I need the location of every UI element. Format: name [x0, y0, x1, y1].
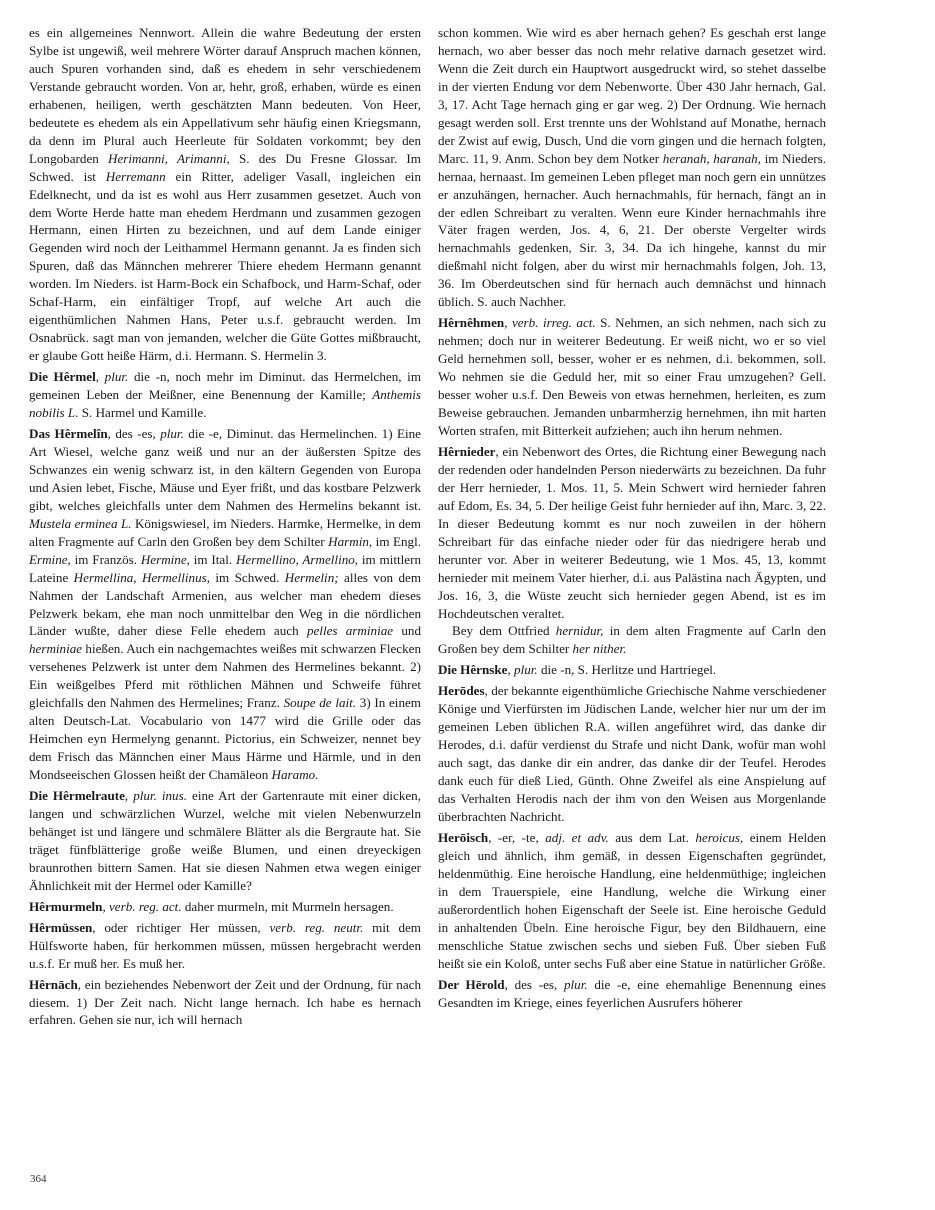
dictionary-entry — [29, 976, 421, 1030]
text-run: im Ital. — [189, 551, 236, 567]
dictionary-entry — [29, 425, 421, 784]
entry-headword: Die Hêrnske — [438, 662, 508, 678]
italic-term: Anthemis nobilis L. — [29, 387, 421, 421]
italic-term: Hermine, — [140, 551, 190, 567]
text-run: im mittlern Lateine — [29, 551, 421, 585]
entry-text — [438, 682, 826, 826]
italic-term: her nither. — [572, 641, 627, 657]
italic-term: Haramo. — [271, 767, 319, 783]
text-run: die -n, noch mehr im Diminut. das Hermelchen, im gemeinen Leben der Meißner, eine Benennung der Kamille; — [29, 369, 422, 403]
entry-text — [438, 829, 826, 973]
italic-term: Harmin, — [328, 533, 373, 549]
entry-text — [29, 368, 421, 422]
entry-text — [438, 314, 826, 440]
text-run: mit dem Hülfsworte haben, für herkommen müssen, müssen hergebracht werden u.s.f. Er muß her. Es muß her. — [29, 919, 421, 971]
text-run: S. Nehmen, an sich nehmen, nach sich zu nehmen; doch nur in weiterer Bedeutung. Er weiß nicht, wo er so viel Geld hernehmen soll, besser, woher er es nehmen, d.i. bekommen, soll. Wo nehmen sie die Geduld her, mit so einer Frau umzugehen? Gell. besser woher u.s.f. Den Beweis von etwas hernehmen, herleiten, es zum Beweise gebrauchen. Jemanden unbarmherzig hernehmen, ihn mit harten Worten strafen, mit Bitterkeit aufziehen; auch ihn herum nehmen. — [438, 315, 826, 438]
text-run: , ein beziehendes Nebenwort der Zeit und der Ordnung, für nach diesem. 1) Der Zeit nach. Nicht lange hernach. Ich habe es hernach erfahren. Gehen sie nur, ich will hernach — [29, 976, 421, 1028]
entry-headword: Herōdes — [438, 683, 485, 699]
text-run: , — [95, 369, 105, 385]
italic-term: Hermellina, Hermellinus, — [73, 569, 210, 585]
italic-term: adj. et adv. — [545, 829, 609, 845]
entry-headword: Der Hērold — [438, 976, 505, 992]
dictionary-entry — [438, 443, 826, 658]
left-column — [29, 24, 421, 1032]
italic-term: Herimanni, Arimanni, — [108, 150, 230, 166]
text-run: es ein allgemeines Nennwort. Allein die wahre Bedeutung der ersten Sylbe ist ungewiß, weil mehrere Wörter darauf Anspruch machen können, auch Spuren vorhanden sind, daß es ehedem in sehr verschiedenem Verstande gebraucht worden. Von ar, hehr, groß, erhaben, würde es einen erhabenen, heiligen, werth geschätzten Mann bedeuten. Von Heer, bedeutete es ehedem als ein Appellativum sehr häufig einen Kriegsmann, da denn im Plural auch Heerleute für Soldaten vorkommt; bey den Longobarden — [29, 25, 421, 166]
italic-term: Mustela erminea L. — [29, 515, 132, 531]
text-run: ein Ritter, adeliger Vasall, ingleichen ein Edelknecht, und da ist es wohl aus Herr zusammen gesetzet. Auch von dem Worte Herde hatte man ehedem Herdmann und zusammen gezogen Hermann, einen Hirten zu bezeichnen, und auf dem Lande einiger Gegenden wird noch der Leithammel Hermann genannt. Ja es finden sich Spuren, daß das Männchen mehrerer Thiere ehedem Hermann genannt worden. Im Nieders. ist Harm-Bock ein Schafbock, und Harm-Schaf, oder Schaf-Harm, ein einfältiger Tropf, auf welche Art auch die eigenthümlichen Nahmen Hans, Peter u.s.f. gebraucht werden. Im Osnabrück. sagt man von jemanden, welcher die Güte Gottes mißbraucht, er glaube Gott heiße Härm, d.i. Hermann. S. Hermelin 3. — [29, 168, 421, 364]
text-run: in dem alten Fragmente auf Carln den Großen bey dem Schilter — [438, 623, 826, 657]
text-run: , oder richtiger Her müssen, — [92, 919, 270, 935]
entry-text — [438, 976, 826, 1012]
italic-term: plur. inus. — [133, 788, 187, 804]
dictionary-entry — [29, 787, 421, 895]
text-run: , des -es, — [107, 425, 161, 441]
text-run: S. Harmel und Kamille. — [78, 405, 207, 421]
entry-text — [29, 425, 421, 784]
text-run: eine Art der Gartenraute mit einer dicken, langen und schwärzlichen Wurzel, welche mit vielen Nebenwurzeln behänget ist und längere und schmälere Blätter als die Bergraute hat. Sie träget fünfblätterige große weiße Blumen, und einen dreyeckigen braunrothen bittern Samen. Hat sie diesen Nahmen etwa wegen einiger Ähnlichkeit mit der Hermel oder Kamille? — [29, 788, 421, 893]
entry-text — [29, 787, 421, 895]
entry-text — [438, 443, 826, 623]
entry-paragraph — [438, 622, 826, 658]
text-run: , des -es, — [504, 976, 564, 992]
text-run: einem Helden gleich und ähnlich, ihm gemäß, in dessen Eigenschaften gegründet, heldenmüthig. Eine heroische Handlung, eine heldenmüthige; ingleichen in dem Trauerspiele, eine Handlung, welche die Wirkung einer außerordentlich hohen Eigenschaft der Seele ist. Eine heroische Geduld in anhaltenden Übeln. Eine heroische Figur, bey den Bildhauern, eine menschliche Statue zwischen sechs und sieben Fuß. Über sieben Fuß heißt sie ein Koloß, unter sechs Fuß aber eine Statue in natürlicher Größe. — [438, 829, 826, 971]
italic-term: heroicus, — [695, 829, 744, 845]
dictionary-entry — [29, 898, 421, 916]
text-run: hießen. Auch ein nachgemachtes weißes mit schwarzen Flecken versehenes Pelzwerk ist unter dem Nahmen des Hermelines bekannt. 2) Ein weißgelbes Pferd mit röthlichen Mähnen und Schweife führet gleichfalls den Nahmen des Hermelines; Franz. — [29, 641, 421, 711]
text-run: und — [393, 623, 421, 639]
dictionary-entry — [29, 24, 421, 365]
entry-headword: Die Hêrmelraute — [29, 788, 125, 804]
italic-term: plur. — [160, 425, 184, 441]
dictionary-entry — [438, 976, 826, 1012]
text-run: im Schwed. — [210, 569, 285, 585]
text-run: , — [504, 315, 512, 331]
text-run: 3) In einem alten Deutsch-Lat. Vocabulario von 1477 wird die Grille oder das Heimchen eyn Hermelyng genannt. Pictorius, ein Schweizer, nennet bey dem Frisch das Männchen einer Maus Härme und Härmle, und in den Mondseeischen Glossen heißt der Chamäleon — [29, 695, 421, 783]
text-run: die -e, Diminut. das Hermelinchen. 1) Eine Art Wiesel, welche ganz weiß und nur an der äußersten Spitze des Schwanzes ein wenig schwarz ist, in den kältern Gegenden von Europa und Asien lebet, Fische, Mäuse und Eyer frißt, und das kostbare Pelzwerk gibt, welches gleichfalls unter dem Nahmen des Hermelins bekannt ist. — [29, 425, 421, 513]
italic-term: verb. reg. neutr. — [269, 919, 364, 935]
italic-term: verb. irreg. act. — [511, 315, 596, 331]
text-run: alles von dem Nahmen der Landschaft Armenien, aus welcher man ehedem dieses Pelzwerk bekam, ehe man noch unmittelbar den Weg in die nördlichen Länder wußte, daher diese Felle ehedem auch — [29, 569, 422, 639]
italic-term: herminiae — [29, 641, 83, 657]
text-run: die -n, S. Herlitze und Hartriegel. — [537, 662, 717, 678]
entry-text — [29, 976, 421, 1030]
dictionary-entry — [438, 24, 826, 311]
entry-headword: Hêrnieder — [438, 443, 496, 459]
text-run: im Französ. — [70, 551, 141, 567]
italic-term: Hermellino, Armellino, — [235, 551, 359, 567]
italic-term: plur. — [563, 976, 588, 992]
entry-headword: Hêrmüssen — [29, 919, 93, 935]
page-number: 364 — [30, 1173, 47, 1185]
entry-text — [438, 24, 826, 311]
text-run: aus dem Lat. — [608, 829, 696, 845]
text-run: , — [507, 662, 515, 678]
text-run: , -er, -te, — [488, 829, 546, 845]
entry-headword: Hêrnêhmen — [438, 315, 505, 331]
dictionary-entry — [438, 682, 826, 826]
italic-term: verb. reg. act. — [109, 898, 182, 914]
italic-term: heranah, haranah, — [662, 150, 761, 166]
text-run: Königswiesel, im Nieders. Harmke, Hermelke, in dem alten Fragmente auf Carln den Großen bey dem Schilter — [29, 515, 421, 549]
text-run: die -e, eine ehemahlige Benennung eines Gesandten im Kriege, eines feyerlichen Ausrufers höherer — [438, 976, 827, 1010]
text-run: daher murmeln, mit Murmeln hersagen. — [181, 898, 394, 914]
entry-text — [29, 919, 421, 973]
italic-term: Ermine, — [29, 551, 71, 567]
italic-term: hernidur, — [555, 623, 604, 639]
dictionary-entry — [29, 368, 421, 422]
italic-term: Herremann — [105, 168, 166, 184]
entry-text — [29, 898, 421, 916]
text-run: , — [102, 898, 109, 914]
entry-headword: Hêrmurmeln — [29, 898, 103, 914]
dictionary-entry — [29, 919, 421, 973]
right-column — [438, 24, 826, 1014]
italic-term: plur. — [514, 662, 538, 678]
text-run: im Engl. — [372, 533, 422, 549]
entry-text — [438, 661, 826, 679]
italic-term: pelles arminiae — [306, 623, 394, 639]
dictionary-entry — [438, 829, 826, 973]
entry-headword: Die Hêrmel — [29, 369, 96, 385]
dictionary-entry — [438, 314, 826, 440]
text-run: im Nieders. hernaa, hernaast. Im gemeinen Leben pfleget man noch gern ein unnützes er anzuhängen, hernacher. Auch hernachmahls, für hernach, fängt an in der edlen Schreibart zu veralten. Wenn eure Kinder hernachmahls ihre Väter fragen werden, Jos. 4, 6, 21. Der oberste Vergelter wirds hernachmahls gedenken, Sir. 3, 34. Da ich hingehe, kannst du mir dießmahl nicht folgen, aber du wirst mir hernachmahls folgen, Joh. 13, 36. Im Oberdeutschen sind für hernach auch demnächst und hinnach üblich. S. auch Nachher. — [438, 150, 826, 310]
italic-term: Soupe de lait. — [283, 695, 357, 711]
text-run: , — [124, 788, 134, 804]
text-run: Bey dem Ottfried — [452, 623, 556, 639]
text-run: S. des Du Fresne Glossar. Im Schwed. ist — [29, 150, 421, 184]
entry-headword: Herōisch — [438, 829, 489, 845]
text-run: , der bekannte eigenthümliche Griechische Nahme verschiedener Könige und Vierfürsten im Jüdischen Lande, welcher hier nur um der im gemeinen Leben üblichen R.A. willen angeführet wird, das danke dir Herodes, d.i. dafür verdienst du Strafe und nicht Dank, wofür man wohl auch sagt, das danke dir ein andrer, das danke dir der Teufel. Herodes dank euch für dieß Lied, Günth. Ohne Zweifel als eine Anspielung auf das Verhalten Herodis nach der ihm von den Weisen aus Morgenlande überbrachten Nachricht. — [438, 683, 826, 824]
text-run: , ein Nebenwort des Ortes, die Richtung einer Bewegung nach der redenden oder handelnden Person niederwärts zu bezeichnen. Da fuhr der Herr hernieder, 1. Mos. 11, 5. Mein Schwert wird hernieder fahren auf Edom, Es. 34, 5. Der heilige Geist fuhr hernieder auf ihn, Marc. 3, 22. In dieser Bedeutung kommt es nur noch zuweilen in der höhern Schreibart für das einfache nieder oder für das niedrigere herab und herunter vor. Aber in weiterer Bedeutung, wie 1 Mos. 45, 13, kommt hernieder mit meinem Vater hierher, d.i. aus Palästina nach Ägypten, und Jos. 16, 3, die Wüste zeucht sich hernieder gegen Abend, ist es im Hochdeutschen veraltet. — [438, 443, 826, 621]
entry-text — [29, 24, 421, 365]
entry-headword: Das Hêrmelîn — [29, 425, 108, 441]
entry-headword: Hêrnāch — [29, 976, 78, 992]
italic-term: Hermelin; — [284, 569, 339, 585]
italic-term: plur. — [104, 369, 129, 385]
text-run: schon kommen. Wie wird es aber hernach gehen? Es geschah erst lange hernach, wo aber besser das noch mehr relative darnach gesetzet wird. Wenn die Zeit durch ein Hauptwort ausgedruckt wird, so stehet dasselbe in der vierten Endung vor dem Nebenworte. Über 430 Jahr hernach, Gal. 3, 17. Acht Tage hernach ging er gar weg. 2) Der Ordnung. Wie hernach gesagt werden soll. Erst trennte uns der Wohlstand auf Monathe, hernach der Zwist auf ewig, Dusch, Und die vorn gingen und die hernach folgten, Marc. 11, 9. Anm. Schon bey dem Notker — [438, 25, 826, 166]
dictionary-entry — [438, 661, 826, 679]
